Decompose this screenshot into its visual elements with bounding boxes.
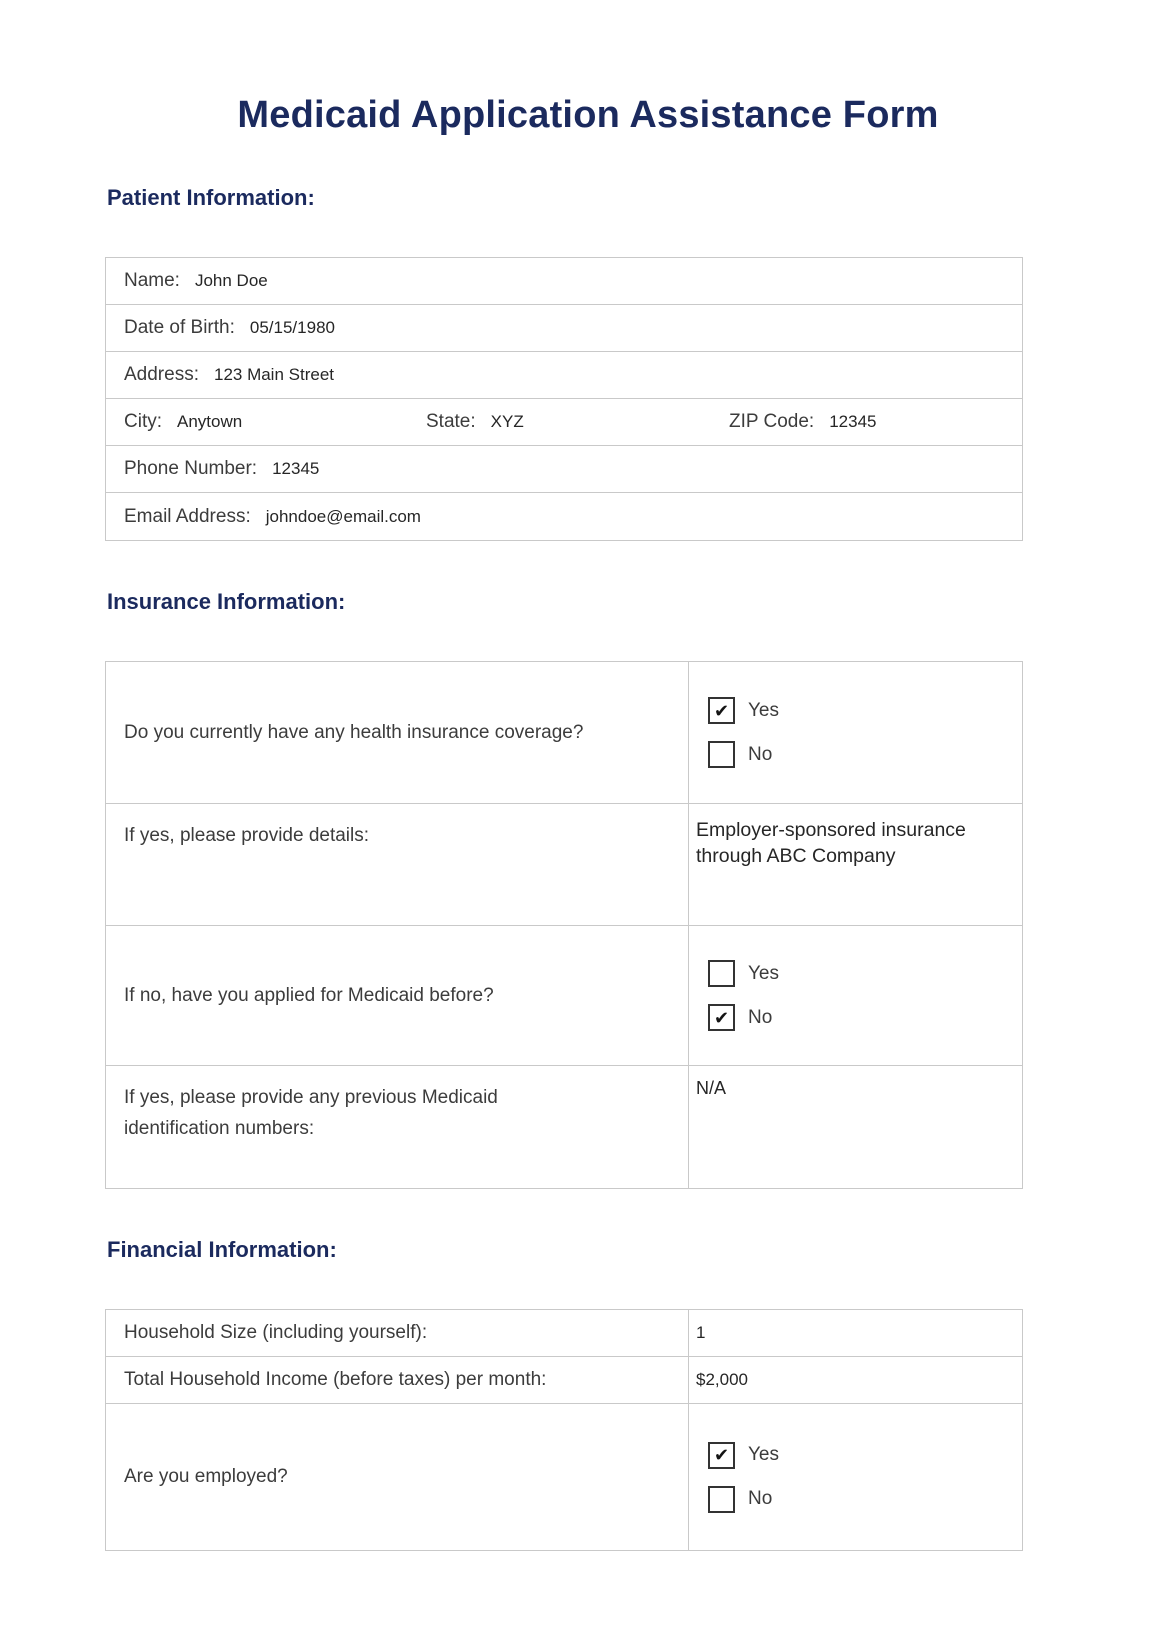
details-answer-cell [689,804,1022,925]
employed-yes-option [708,1442,1012,1469]
household-label: Household Size (including yourself): [124,1322,428,1344]
details-question-cell [106,804,689,925]
household-label-cell [106,1310,689,1356]
employed-no-label: No [748,1488,773,1509]
previous-ids-row [106,1066,1022,1188]
employed-answer-cell [689,1404,1022,1550]
previous-answer-cell [689,1066,1022,1188]
zip-field [729,411,1022,433]
dob-value: 05/15/1980 [249,318,335,337]
insurance-details-row [106,804,1022,926]
applied-question: If no, have you applied for Medicaid before? [124,984,494,1006]
phone-label: Phone Number: [124,458,258,479]
applied-no-checkbox[interactable]: ✔ [708,1004,735,1031]
zip-value: 12345 [829,412,877,431]
phone-value: 12345 [272,459,320,478]
address-label: Address: [124,364,199,385]
details-value: Employer-sponsored insurance through ABC Company [696,819,966,867]
email-label: Email Address: [124,505,251,527]
zip-label: ZIP Code: [729,411,815,432]
coverage-question-row [106,662,1022,804]
coverage-yes-checkbox[interactable]: ✔ [708,697,735,724]
coverage-yes-label: Yes [748,699,779,721]
financial-section-heading: Financial Information: [107,1237,337,1262]
applied-yes-checkbox[interactable] [708,960,735,987]
previous-value: N/A [696,1078,727,1098]
employed-yes-checkbox[interactable]: ✔ [708,1442,735,1469]
city-label: City: [124,411,162,432]
name-row [106,258,1022,305]
household-value: 1 [696,1323,706,1342]
employed-no-option [708,1486,1012,1513]
applied-no-option [708,1004,1012,1031]
address-value: 123 Main Street [213,365,334,384]
income-value-cell [689,1357,1022,1403]
employed-question: Are you employed? [124,1466,288,1488]
coverage-yes-option [708,697,1012,724]
income-label-cell [106,1357,689,1403]
household-value-cell [689,1310,1022,1356]
city-value: Anytown [177,412,243,431]
coverage-question-cell [106,662,689,803]
household-size-row [106,1310,1022,1357]
coverage-no-label: No [748,743,773,765]
applied-yes-label: Yes [748,962,779,984]
coverage-no-option [708,741,1012,768]
name-value: John Doe [194,271,268,290]
income-value: $2,000 [696,1370,748,1389]
applied-question-cell [106,926,689,1065]
details-question: If yes, please provide details: [124,825,370,846]
email-row [106,493,1022,540]
dob-label: Date of Birth: [124,317,235,338]
coverage-question: Do you currently have any health insurance coverage? [124,721,584,743]
page-title: Medicaid Application Assistance Form [237,94,939,136]
phone-row [106,446,1022,493]
financial-info-table [105,1309,1023,1551]
employed-no-checkbox[interactable] [708,1486,735,1513]
city-field [124,411,426,433]
employed-row [106,1404,1022,1550]
state-value: XYZ [490,412,524,431]
dob-row [106,305,1022,352]
applied-before-row [106,926,1022,1066]
insurance-info-table [105,661,1023,1189]
employed-question-cell [106,1404,689,1550]
email-value: johndoe@email.com [265,506,421,526]
income-row [106,1357,1022,1404]
patient-info-table [105,257,1023,541]
applied-no-label: No [748,1006,773,1028]
coverage-answer-cell [689,662,1022,803]
address-row [106,352,1022,399]
income-label: Total Household Income (before taxes) per month: [124,1369,547,1391]
previous-question: If yes, please provide any previous Medicaid identification numbers: [124,1087,498,1140]
city-state-zip-row [106,399,1022,446]
employed-yes-label: Yes [748,1444,779,1465]
state-label: State: [426,411,476,432]
coverage-no-checkbox[interactable] [708,741,735,768]
insurance-section-heading: Insurance Information: [107,589,346,614]
state-field [426,411,729,433]
name-label: Name: [124,270,180,291]
previous-question-cell [106,1066,689,1188]
applied-answer-cell [689,926,1022,1065]
applied-yes-option [708,960,1012,987]
patient-section-heading: Patient Information: [107,185,315,210]
